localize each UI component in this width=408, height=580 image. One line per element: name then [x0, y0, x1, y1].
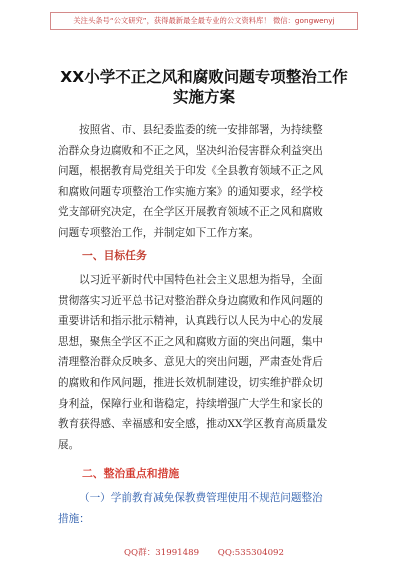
section-heading-measures: 二、整治重点和措施 — [82, 467, 180, 480]
promo-banner-text: 关注头条号“公文研究”，获得最新最全最专业的公文资料库！ 微信：gongwenyj — [73, 16, 335, 25]
intro-paragraph — [58, 120, 354, 244]
goals-line: 的腐败和作风问题，推进长效机制建设，切实维护群众切 — [58, 376, 323, 389]
goals-line: 身利益，保障行业和谐稳定，持续增强广大学生和家长的 — [58, 397, 323, 410]
intro-line: 和腐败问题专项整治工作实施方案》的通知要求，经学校 — [58, 185, 323, 198]
goals-line: 贯彻落实习近平总书记对整治群众身边腐败和作风问题的 — [58, 294, 323, 307]
document-title-line-1: XX小学不正之风和腐败问题专项整治工作 — [60, 68, 348, 86]
goals-line: 教育获得感、幸福感和安全感，推动XX学区教育高质量发 — [58, 418, 328, 431]
subsection-line: （一）学前教育减免保教费管理使用不规范问题整治 — [79, 492, 323, 504]
goals-line: 重要讲话和指示批示精神，认真践行以人民为中心的发展 — [58, 315, 323, 328]
goals-line: 以习近平新时代中国特色社会主义思想为指导，全面 — [79, 274, 323, 286]
subsection-line: 措施： — [58, 512, 90, 525]
section-heading-goals: 一、目标任务 — [82, 249, 147, 262]
promo-banner[interactable] — [50, 12, 358, 30]
goals-paragraph — [58, 270, 354, 455]
contact-footer — [0, 546, 408, 558]
qq-group-text: QQ群：31991489 — [124, 548, 200, 558]
goals-line: 清理整治群众反映多、意见大的突出问题，严肃查处背后 — [58, 356, 323, 369]
subsection-heading-preschool-fees — [58, 488, 354, 529]
goals-line: 思想，聚焦全学区不正之风和腐败方面的突出问题，集中 — [58, 335, 323, 348]
intro-line: 党支部研究决定，在全学区开展教育领域不正之风和腐败 — [58, 206, 323, 219]
document-title — [40, 67, 368, 107]
goals-line: 展。 — [58, 438, 80, 451]
intro-line: 问题专项整治工作，并制定如下工作方案。 — [58, 226, 260, 239]
intro-line: 问题，根据教育局党组关于印发《全县教育领域不正之风 — [58, 165, 323, 178]
qq-text: QQ:535304092 — [217, 548, 284, 558]
intro-line: 按照省、市、县纪委监委的统一安排部署，为持续整 — [79, 124, 323, 136]
intro-line: 治群众身边腐败和不正之风，坚决纠治侵害群众利益突出 — [58, 144, 323, 157]
document-title-line-2: 实施方案 — [172, 88, 235, 106]
